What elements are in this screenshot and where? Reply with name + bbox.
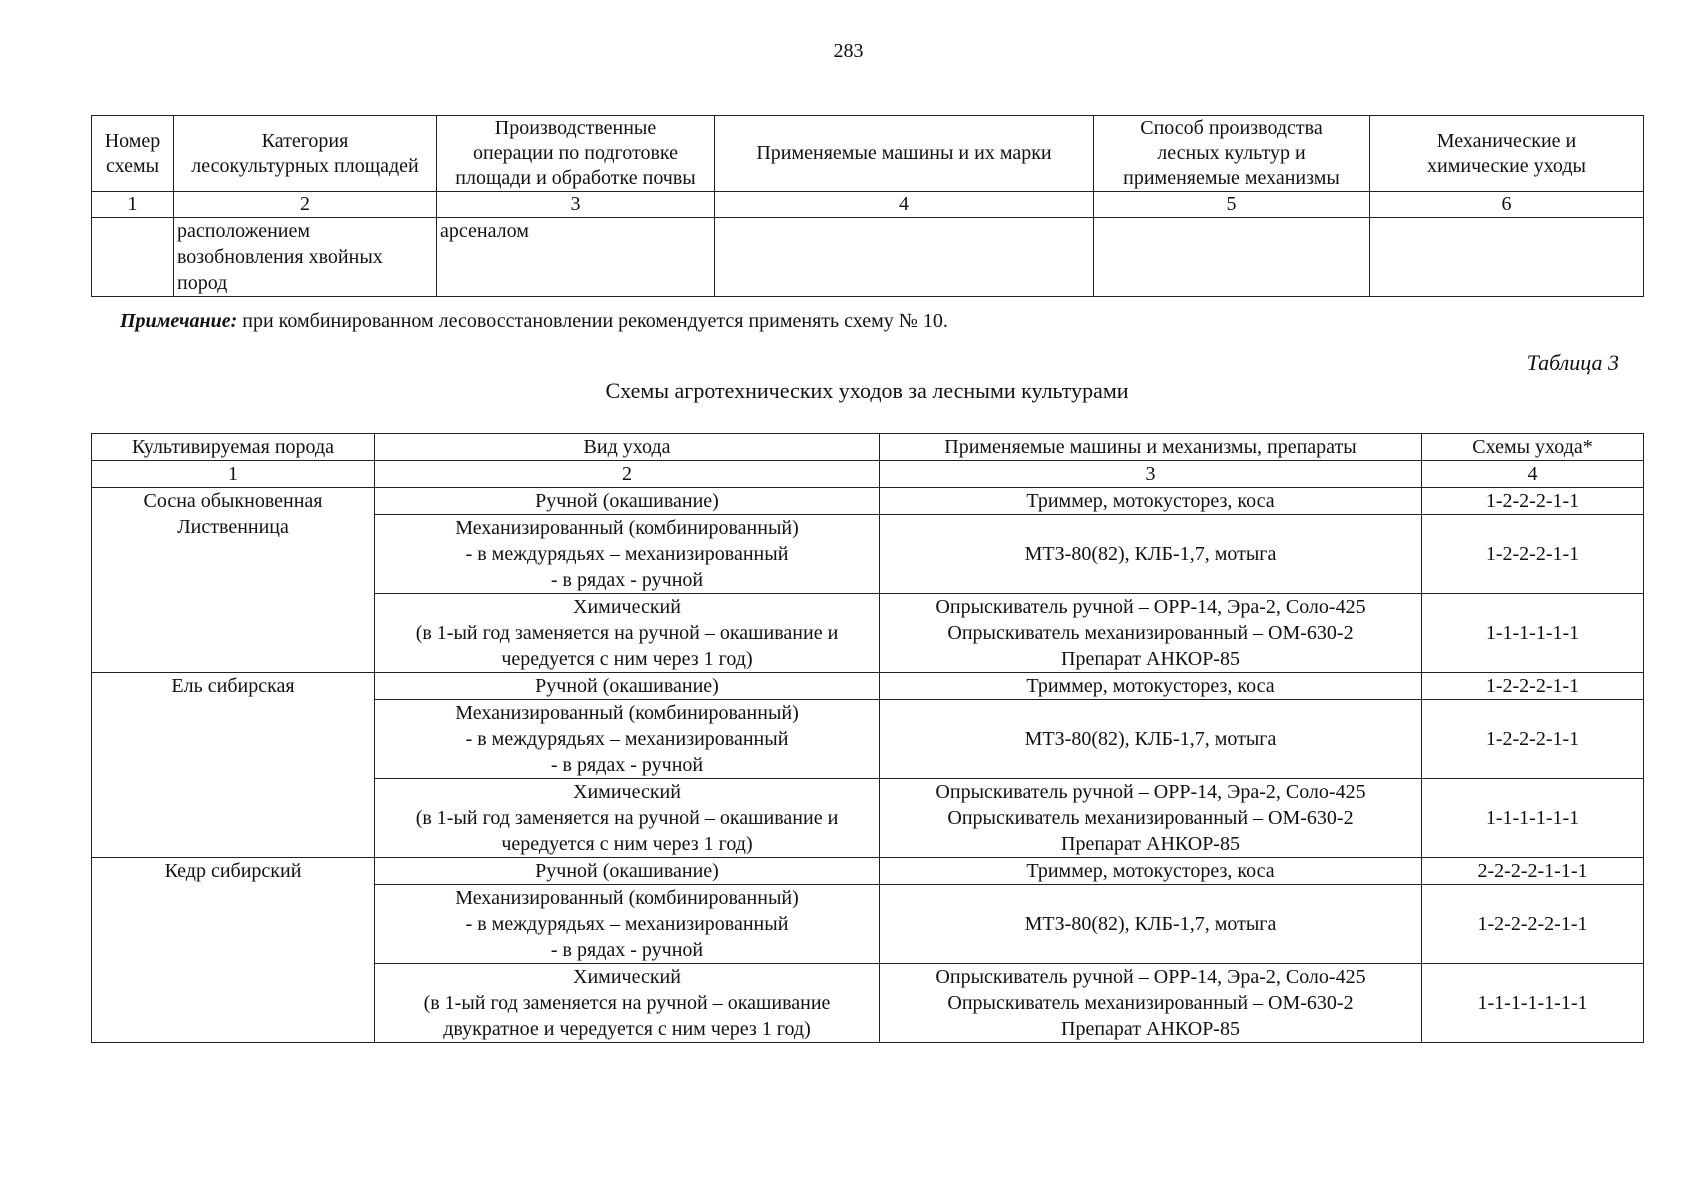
machines-cell (880, 594, 1422, 673)
text-line: Механические и (1436, 129, 1577, 152)
index-cell: 5 (1094, 192, 1370, 218)
text-line: Препарат АНКОР-85 (1061, 1018, 1240, 1040)
machines-cell (880, 779, 1422, 858)
text-line: МТЗ-80(82), КЛБ-1,7, мотыга (1024, 543, 1277, 565)
text-line: расположением (177, 220, 311, 242)
species-cell (92, 673, 375, 858)
table-cell (715, 218, 1094, 297)
care-type-cell (375, 858, 880, 885)
index-cell: 3 (880, 461, 1422, 488)
scheme-cell: 2-2-2-2-1-1-1 (1422, 858, 1644, 885)
table-body (92, 488, 1644, 1043)
header-operations (437, 116, 715, 192)
text-line: МТЗ-80(82), КЛБ-1,7, мотыга (1024, 728, 1277, 750)
text-line: Ручной (окашивание) (535, 675, 719, 697)
table-header-row (92, 434, 1644, 461)
page-number: 283 (833, 40, 864, 62)
header-production-method (1094, 116, 1370, 192)
text-line: Ель сибирская (171, 675, 295, 697)
scheme-cell: 1-1-1-1-1-1 (1422, 779, 1644, 858)
text-line: - в междурядьях – механизированный (465, 913, 789, 935)
text-line: чередуется с ним через 1 год) (501, 648, 753, 670)
machines-cell (880, 488, 1422, 515)
machines-cell (880, 673, 1422, 700)
text-line: Механизированный (комбинированный) (455, 887, 799, 909)
table-row (92, 218, 1644, 297)
note (120, 310, 948, 333)
index-cell: 1 (92, 461, 375, 488)
care-schemes-table (91, 433, 1644, 1043)
text-line: - в рядах - ручной (550, 754, 704, 776)
scheme-cell: 1-1-1-1-1-1 (1422, 594, 1644, 673)
index-cell: 1 (92, 192, 174, 218)
text-line: Сосна обыкновенная (143, 490, 323, 512)
text-line: применяемые механизмы (1123, 167, 1340, 189)
index-cell: 3 (437, 192, 715, 218)
text-line: Опрыскиватель механизированный – ОМ-630-2 (947, 807, 1354, 829)
text-line: Опрыскиватель ручной – ОРР-14, Эра-2, Соло-425 (935, 966, 1366, 988)
text-line: (в 1-ый год заменяется на ручной – окашивание и (415, 622, 839, 644)
care-type-cell (375, 594, 880, 673)
table-title: Схемы агротехнических уходов за лесными культурами (605, 378, 1129, 403)
care-type-cell (375, 885, 880, 964)
text-line: пород (177, 272, 228, 294)
text-line: Лиственница (177, 516, 289, 538)
text-line: Препарат АНКОР-85 (1061, 648, 1240, 670)
table-cell (1370, 218, 1644, 297)
text-line: Опрыскиватель ручной – ОРР-14, Эра-2, Соло-425 (935, 781, 1366, 803)
care-type-cell (375, 964, 880, 1043)
text-line: Триммер, мотокусторез, коса (1026, 675, 1275, 697)
table-cell: арсеналом (437, 218, 715, 297)
care-type-cell (375, 515, 880, 594)
scheme-cell: 1-2-2-2-1-1 (1422, 673, 1644, 700)
table-cell (92, 218, 174, 297)
text-line: возобновления хвойных (177, 246, 383, 268)
text-line: Опрыскиватель механизированный – ОМ-630-2 (947, 622, 1354, 644)
header-machines (715, 116, 1094, 192)
header-care-type: Вид ухода (375, 434, 880, 461)
text-line: Категория (261, 129, 349, 152)
index-cell: 6 (1370, 192, 1644, 218)
text-line: Ручной (окашивание) (535, 490, 719, 512)
text-line: Опрыскиватель механизированный – ОМ-630-2 (947, 992, 1354, 1014)
text-line: химические уходы (1427, 154, 1586, 177)
machines-cell (880, 700, 1422, 779)
text-line: Химический (573, 966, 681, 988)
scheme-cell: 1-2-2-2-1-1 (1422, 515, 1644, 594)
index-cell: 2 (174, 192, 437, 218)
text-line: площади и обработке почвы (455, 167, 696, 189)
text-line: схемы (105, 154, 160, 177)
header-species: Культивируемая порода (92, 434, 375, 461)
care-type-cell (375, 673, 880, 700)
machines-cell (880, 858, 1422, 885)
header-care (1370, 116, 1644, 192)
scheme-cell: 1-2-2-2-1-1 (1422, 700, 1644, 779)
text-line: двукратное и чередуется с ним через 1 год) (443, 1018, 811, 1040)
note-text: при комбинированном лесовосстановлении рекомендуется применять схему № 10. (237, 310, 948, 332)
table-cell (174, 218, 437, 297)
table-row (92, 858, 1644, 885)
text-line: Способ производства (1140, 117, 1323, 139)
text-line: Механизированный (комбинированный) (455, 702, 799, 724)
text-line: - в междурядьях – механизированный (465, 728, 789, 750)
text-line: - в междурядьях – механизированный (465, 543, 789, 565)
table-row (92, 488, 1644, 515)
text-line: (в 1-ый год заменяется на ручной – окашивание и (415, 807, 839, 829)
text-line: Кедр сибирский (164, 860, 302, 882)
index-cell: 4 (715, 192, 1094, 218)
text-line: Опрыскиватель ручной – ОРР-14, Эра-2, Соло-425 (935, 596, 1366, 618)
text-line: - в рядах - ручной (550, 939, 704, 961)
scheme-cell: 1-2-2-2-1-1 (1422, 488, 1644, 515)
care-type-cell (375, 700, 880, 779)
table-row (92, 673, 1644, 700)
note-label: Примечание: (120, 310, 238, 332)
header-machines: Применяемые машины и механизмы, препараты (880, 434, 1422, 461)
table-cell (1094, 218, 1370, 297)
text-line: операции по подготовке (472, 142, 679, 164)
text-line: лесокультурных площадей (191, 154, 419, 177)
header-scheme: Схемы ухода* (1422, 434, 1644, 461)
text-line: лесных культур и (1157, 142, 1306, 164)
index-cell: 2 (375, 461, 880, 488)
text-line: Препарат АНКОР-85 (1061, 833, 1240, 855)
table-index-row (92, 461, 1644, 488)
text-line: Триммер, мотокусторез, коса (1026, 490, 1275, 512)
text-line: (в 1-ый год заменяется на ручной – окашивание (423, 992, 831, 1014)
table-index-row (92, 192, 1644, 218)
text-line: Номер (104, 129, 161, 152)
index-cell: 4 (1422, 461, 1644, 488)
text-line: Применяемые машины и их марки (756, 142, 1052, 164)
machines-cell (880, 515, 1422, 594)
text-line: чередуется с ним через 1 год) (501, 833, 753, 855)
species-cell (92, 488, 375, 673)
text-line: Химический (573, 596, 681, 618)
machines-cell (880, 885, 1422, 964)
text-line: Ручной (окашивание) (535, 860, 719, 882)
text-line: Производственные (494, 117, 657, 139)
machines-cell (880, 964, 1422, 1043)
text-line: МТЗ-80(82), КЛБ-1,7, мотыга (1024, 913, 1277, 935)
header-area-category (174, 116, 437, 192)
scheme-cell: 1-2-2-2-2-1-1 (1422, 885, 1644, 964)
text-line: Механизированный (комбинированный) (455, 517, 799, 539)
care-type-cell (375, 779, 880, 858)
header-scheme-number (92, 116, 174, 192)
table-number: Таблица 3 (1526, 350, 1619, 375)
scheme-cell: 1-1-1-1-1-1-1 (1422, 964, 1644, 1043)
table-header-row (92, 116, 1644, 192)
species-cell (92, 858, 375, 1043)
text-line: - в рядах - ручной (550, 569, 704, 591)
schemes-table-continuation (91, 115, 1644, 297)
text-line: Триммер, мотокусторез, коса (1026, 860, 1275, 882)
text-line: Химический (573, 781, 681, 803)
care-type-cell (375, 488, 880, 515)
